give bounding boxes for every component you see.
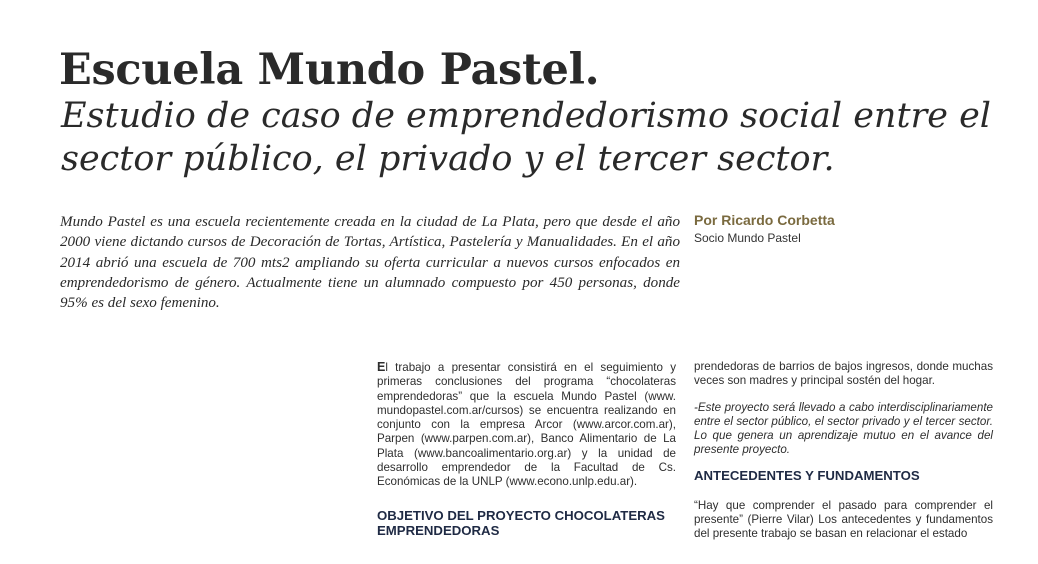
intro-paragraph bbox=[377, 360, 676, 490]
body-column-1 bbox=[377, 360, 676, 538]
section-heading-objective: OBJETIVO DEL PROYECTO CHOCOLATERAS EMPRENDEDORAS bbox=[377, 507, 665, 538]
article-title: Escuela Mundo Pastel. bbox=[59, 45, 600, 95]
drop-cap: E bbox=[377, 360, 386, 374]
background-paragraph: “Hay que comprender el pasado para comprender el presente” (Pierre Vilar) Los antecedentes y fundamentos del presente trabajo se basan en relacionar el estado bbox=[694, 498, 993, 541]
author-byline: Por Ricardo Corbetta bbox=[694, 212, 835, 228]
article-subtitle: Estudio de caso de emprendedorismo social entre el sector público, el privado y el tercer sector. bbox=[61, 96, 991, 179]
article-lead: Mundo Pastel es una escuela recientemente creada en la ciudad de La Plata, pero que desde el año 2000 viene dictando cursos de Decoración de Tortas, Artística, Pastelería y Manualidades. En el año 2014 abrió una escuela de 700 mts2 ampliando su oferta curricular a nuevos cursos enfocados en emprendedorismo de género. Actualmente tiene un alumnado compuesto por 450 personas, donde 95% es del sexo femenino. bbox=[60, 214, 680, 312]
author-role: Socio Mundo Pastel bbox=[694, 231, 801, 245]
intro-paragraph-text: l trabajo a presentar consistirá en el seguimiento y primeras conclusiones del programa “chocolateras emprendedoras” que la escuela Mundo Pastel (www. mundopastel.com.ar/cursos) se encuentra realizando en conjunto con la empresa Arcor (www.arcor.com.ar), Parpen (www.parpen.com.ar), Banco Alimentario de La Plata (www.bancoalimentario.org.ar) y la unidad de desarrollo emprendedor de la Facultad de Cs. Económicas de la UNLP (www.econo.unlp.edu.ar). bbox=[377, 361, 676, 489]
continued-paragraph: prendedoras de barrios de bajos ingresos, donde muchas veces son madres y principal sostén del hogar. bbox=[694, 360, 993, 388]
section-heading-background: ANTECEDENTES Y FUNDAMENTOS bbox=[694, 467, 920, 483]
body-column-2 bbox=[694, 360, 993, 542]
project-note-paragraph: -Este proyecto será llevado a cabo interdisciplinariamente entre el sector público, el sector privado y el tercer sector. Lo que genera un aprendizaje mutuo en el avance del presente proyecto. bbox=[694, 400, 993, 457]
